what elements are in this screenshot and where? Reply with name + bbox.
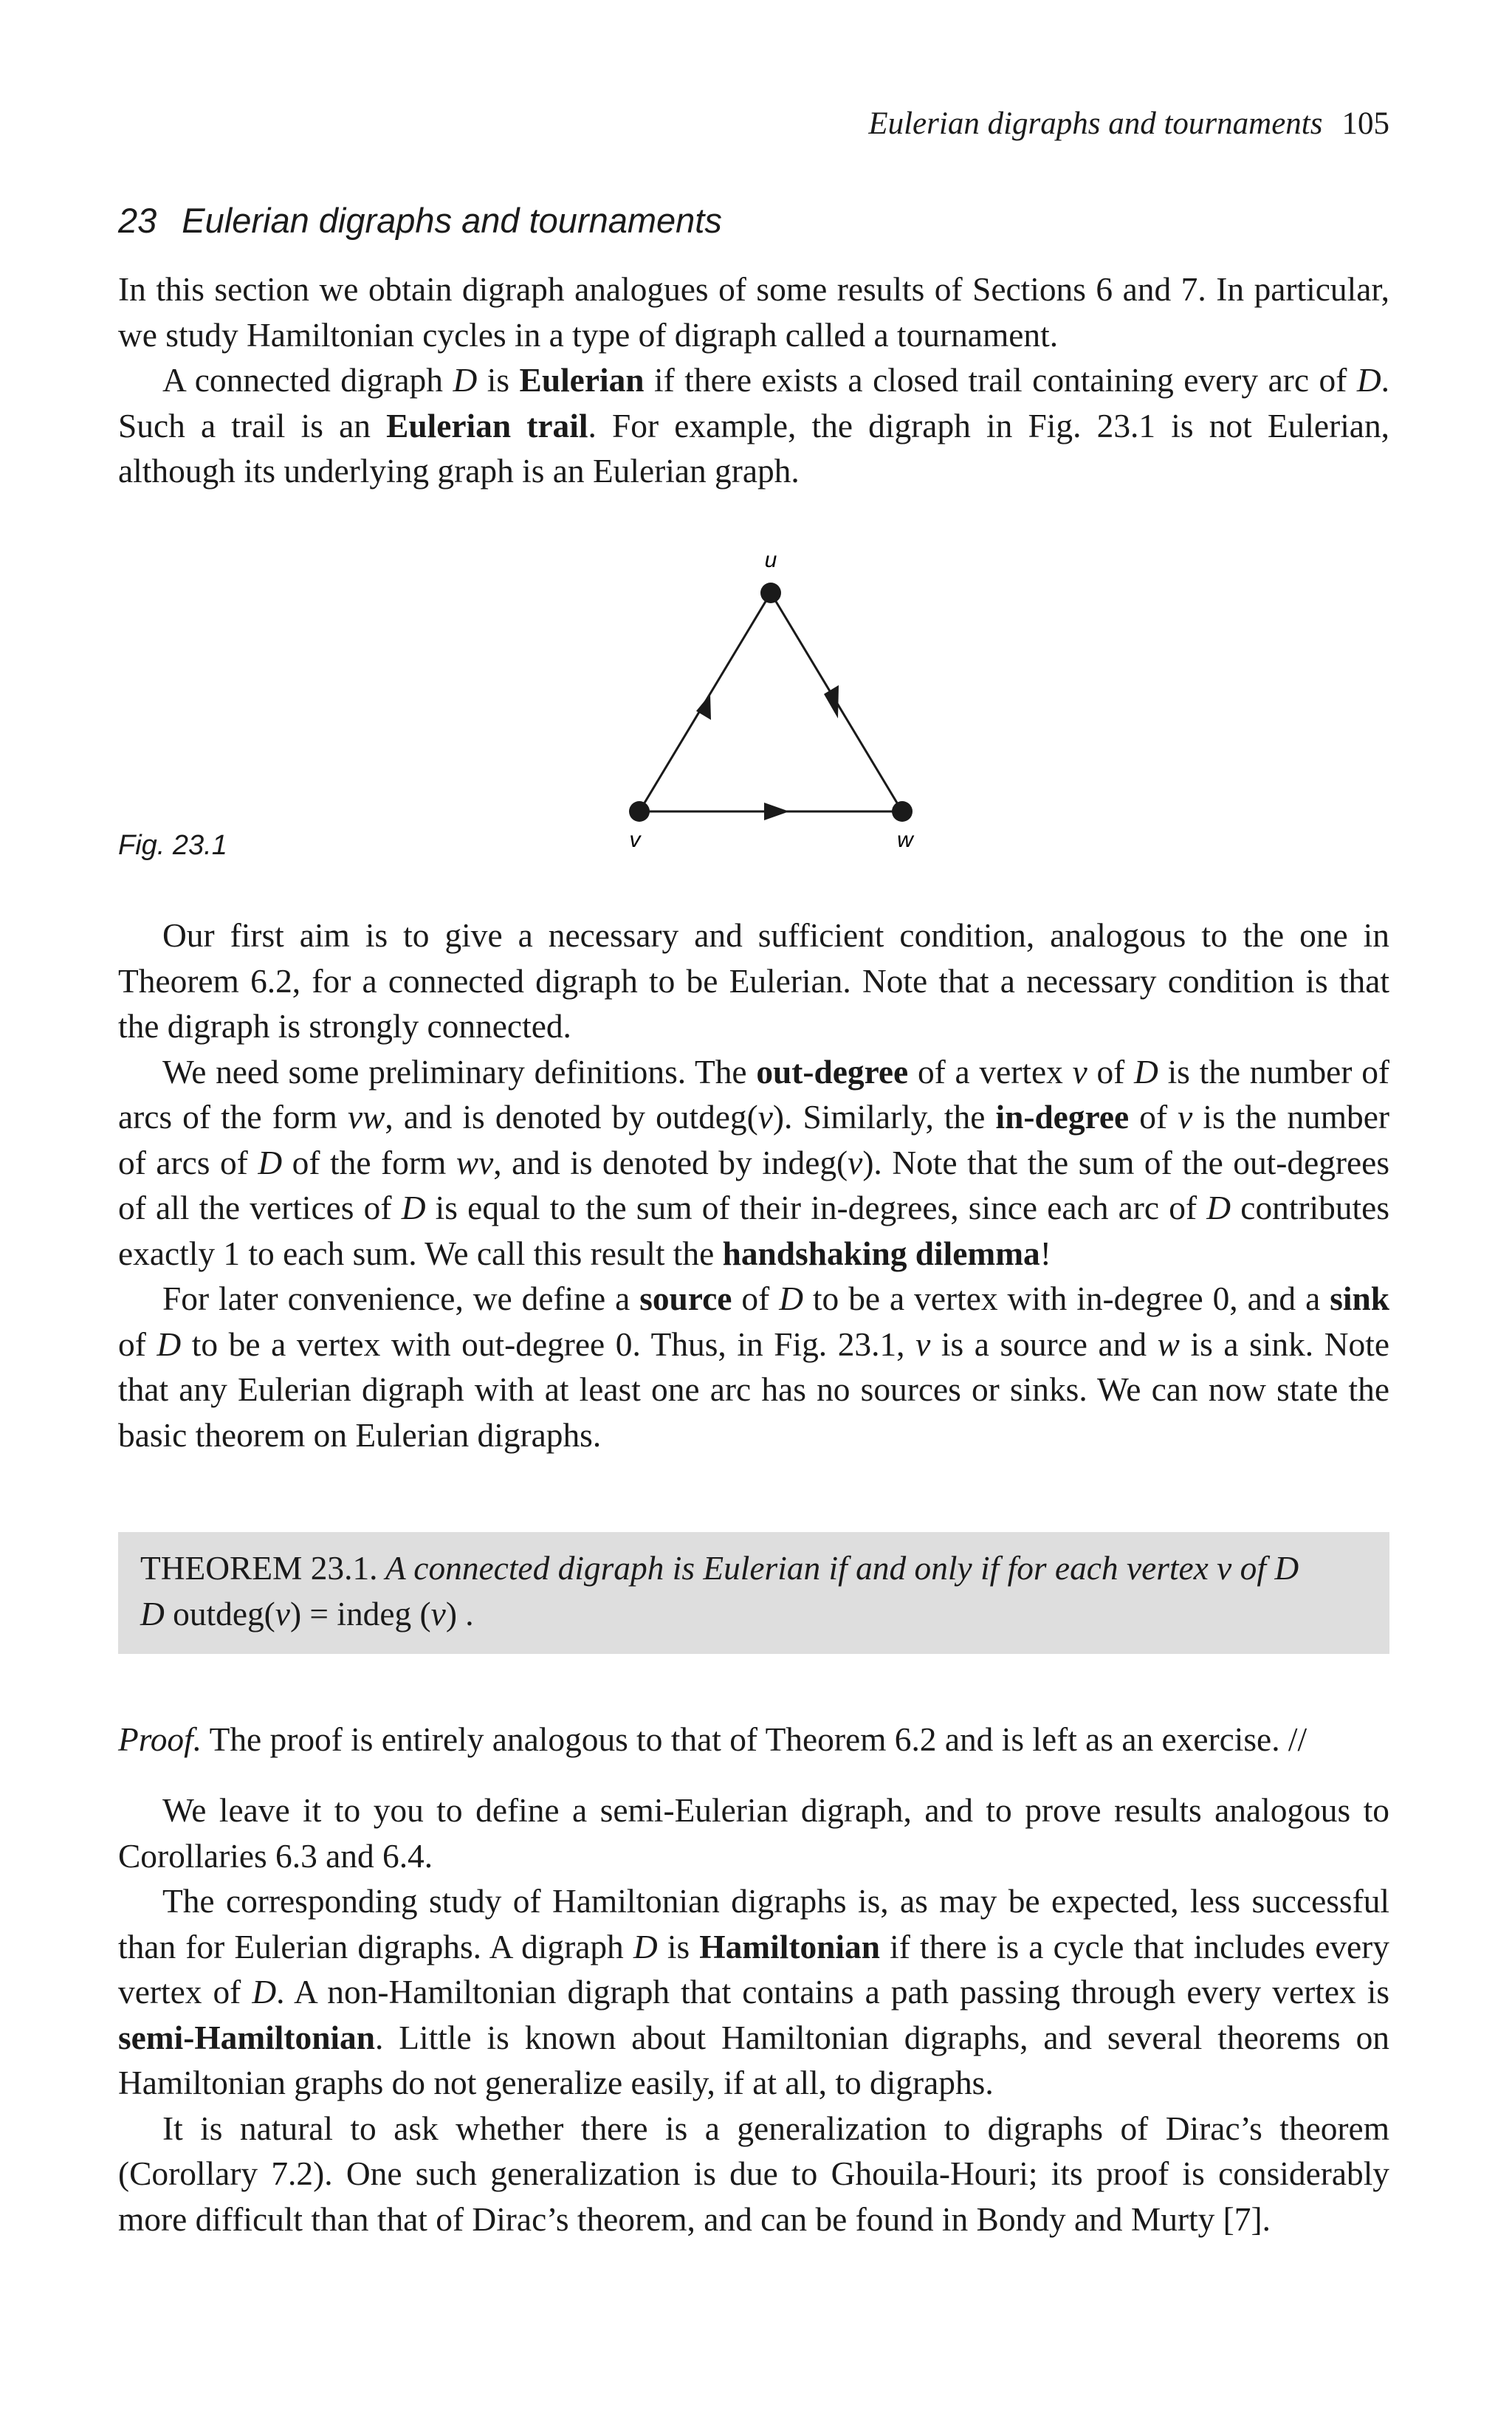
- body1-paragraph-2: We need some preliminary definitions. The out-degree of a vertex v of D is the number of arcs of the form vw, and is denoted by outdeg(v). Similarly, the in-degree of v is the number of arcs of D of the form wv, and is denoted by indeg(v). Note that the sum of the out-degrees of all the vertices of D is equal to the sum of their in-degrees, since each arc of D contributes exactly 1 to each sum. We call this result the handshaking dilemma!: [118, 1053, 1390, 1272]
- proof-label: Proof.: [118, 1721, 202, 1758]
- running-title: Eulerian digraphs and tournaments: [868, 106, 1323, 141]
- arrowhead-v-u: [696, 694, 711, 720]
- section-heading: [118, 199, 1373, 242]
- term-handshaking-dilemma: handshaking dilemma: [722, 1235, 1040, 1272]
- page-number: 105: [1341, 106, 1389, 141]
- theorem-statement: A connected digraph is Eulerian if and only if for each vertex v of D: [377, 1550, 1299, 1587]
- vertex-w: [892, 801, 913, 822]
- arrowhead-u-w: [824, 685, 839, 718]
- vertex-label-u: u: [764, 548, 777, 572]
- vertex-label-w: w: [897, 828, 913, 852]
- term-out-degree: out-degree: [756, 1053, 909, 1091]
- term-semi-hamiltonian: semi-Hamiltonian: [118, 2019, 375, 2056]
- proof: [118, 1717, 1389, 1763]
- body1-paragraph-1: Our first aim is to give a necessary and sufficient condition, analogous to the one in Theorem 6.2, for a connected digraph to be Eulerian. Note that a necessary condition is that the digraph is strongly connected.: [118, 917, 1389, 1045]
- proof-paragraph: [118, 1717, 1389, 1763]
- figure-23-1: [118, 543, 1389, 875]
- section-number: 23: [118, 201, 157, 240]
- body2-paragraph-2: The corresponding study of Hamiltonian digraphs is, as may be expected, less successful than for Eulerian digraphs. A digraph D is Hamiltonian if there is a cycle that includes every vertex of D. A non-Hamiltonian digraph that contains a path passing through every vertex is semi-Hamiltonian. Little is known about Hamiltonian digraphs, and several theorems on Hamiltonian graphs do not generalize easily, if at all, to digraphs.: [118, 1883, 1389, 2101]
- term-source: source: [639, 1280, 732, 1317]
- term-sink: sink: [1330, 1280, 1389, 1317]
- intro-paragraph-1: In this section we obtain digraph analogues of some results of Sections 6 and 7. In particular, we study Hamiltonian cycles in a type of digraph called a tournament.: [118, 271, 1389, 354]
- digraph-figure: [118, 543, 1389, 875]
- section-title: Eulerian digraphs and tournaments: [182, 201, 722, 240]
- term-hamiltonian: Hamiltonian: [699, 1928, 880, 1965]
- intro-text: [118, 267, 1389, 495]
- body-text-2: [118, 1788, 1389, 2242]
- theorem-label: THEOREM 23.1.: [140, 1550, 378, 1587]
- term-eulerian-trail: Eulerian trail: [386, 407, 588, 444]
- vertex-v: [629, 801, 650, 822]
- body2-paragraph-3: It is natural to ask whether there is a generalization to digraphs of Dirac’s theorem (Corollary 7.2). One such generalization is due to Ghouila-Houri; its proof is considerably more difficult than that of Dirac’s theorem, and can be found in Bondy and Murty [7].: [118, 2109, 1389, 2238]
- body1-paragraph-3: For later convenience, we define a source of D to be a vertex with in-degree 0, and a sink of D to be a vertex with out-degree 0. Thus, in Fig. 23.1, v is a source and w is a sink. Note that any Eulerian digraph with at least one arc has no sources or sinks. We can now state the basic theorem on Eulerian digraphs.: [118, 1280, 1389, 1454]
- body-text-1: [118, 913, 1389, 1458]
- intro-paragraph-2: A connected digraph D is Eulerian if there exists a closed trail containing every arc of D. Such a trail is an Eulerian trail. For example, the digraph in Fig. 23.1 is not Eulerian, although its underlying graph is an Eulerian graph.: [118, 362, 1389, 490]
- theorem-23-1: [140, 1546, 1381, 1637]
- running-header: [827, 105, 1389, 143]
- vertex-label-v: v: [629, 828, 641, 852]
- proof-text: The proof is entirely analogous to that of Theorem 6.2 and is left as an exercise. //: [202, 1721, 1307, 1758]
- arrowhead-v-w: [764, 803, 789, 820]
- body2-paragraph-1: We leave it to you to define a semi-Eulerian digraph, and to prove results analogous to Corollaries 6.3 and 6.4.: [118, 1792, 1389, 1875]
- term-in-degree: in-degree: [995, 1099, 1130, 1136]
- figure-caption: Fig. 23.1: [118, 830, 227, 861]
- theorem-formula: D outdeg(v) = indeg (v) .: [140, 1595, 474, 1632]
- vertex-u: [760, 583, 781, 603]
- term-eulerian: Eulerian: [519, 362, 645, 399]
